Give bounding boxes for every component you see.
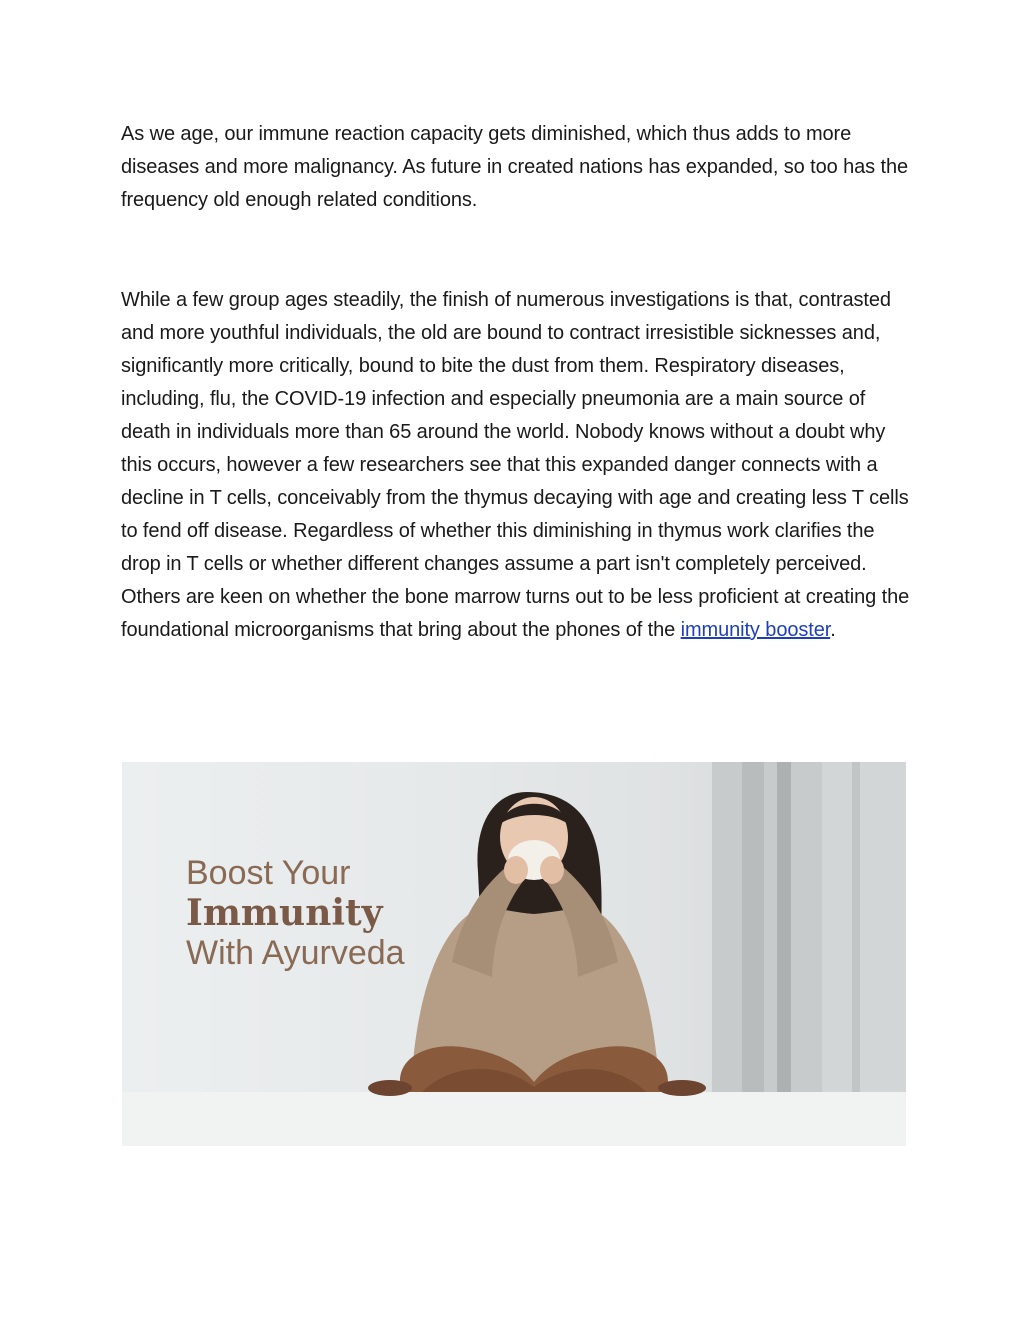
immunity-booster-link[interactable]: immunity booster xyxy=(680,619,831,641)
immunity-banner-image xyxy=(122,762,906,1146)
banner-line-boost-your: Boost Your xyxy=(186,854,351,892)
paragraph-end-punctuation: . xyxy=(830,619,836,641)
paragraph-aging-research xyxy=(121,284,911,647)
paragraph-body-text: While a few group ages steadily, the finish of numerous investigations is that, contrasted and more youthful individuals, the old are bound to contract irresistible sicknesses and, significantly more critically, bound to bite the dust from them. Respiratory diseases, including, flu, the COVID-19 infection and especially pneumonia are a main source of death in individuals more than 65 around the world. Nobody knows without a doubt why this occurs, however a few researchers see that this expanded danger connects with a decline in T cells, conceivably from the thymus decaying with age and creating less T cells to fend off disease. Regardless of whether this diminishing in thymus work clarifies the drop in T cells or whether different changes assume a part isn't completely perceived. Others are keen on whether the bone marrow turns out to be less proficient at creating the foundational microorganisms that bring about the phones of the xyxy=(121,289,910,641)
banner-line-immunity: Immunity xyxy=(186,892,383,934)
banner-line-with-ayurveda: With Ayurveda xyxy=(186,934,405,972)
banner-headline xyxy=(186,854,405,972)
paragraph-aging-immunity: As we age, our immune reaction capacity gets diminished, which thus adds to more diseases and more malignancy. As future in created nations has expanded, so too has the frequency old enough related conditions. xyxy=(121,123,908,211)
